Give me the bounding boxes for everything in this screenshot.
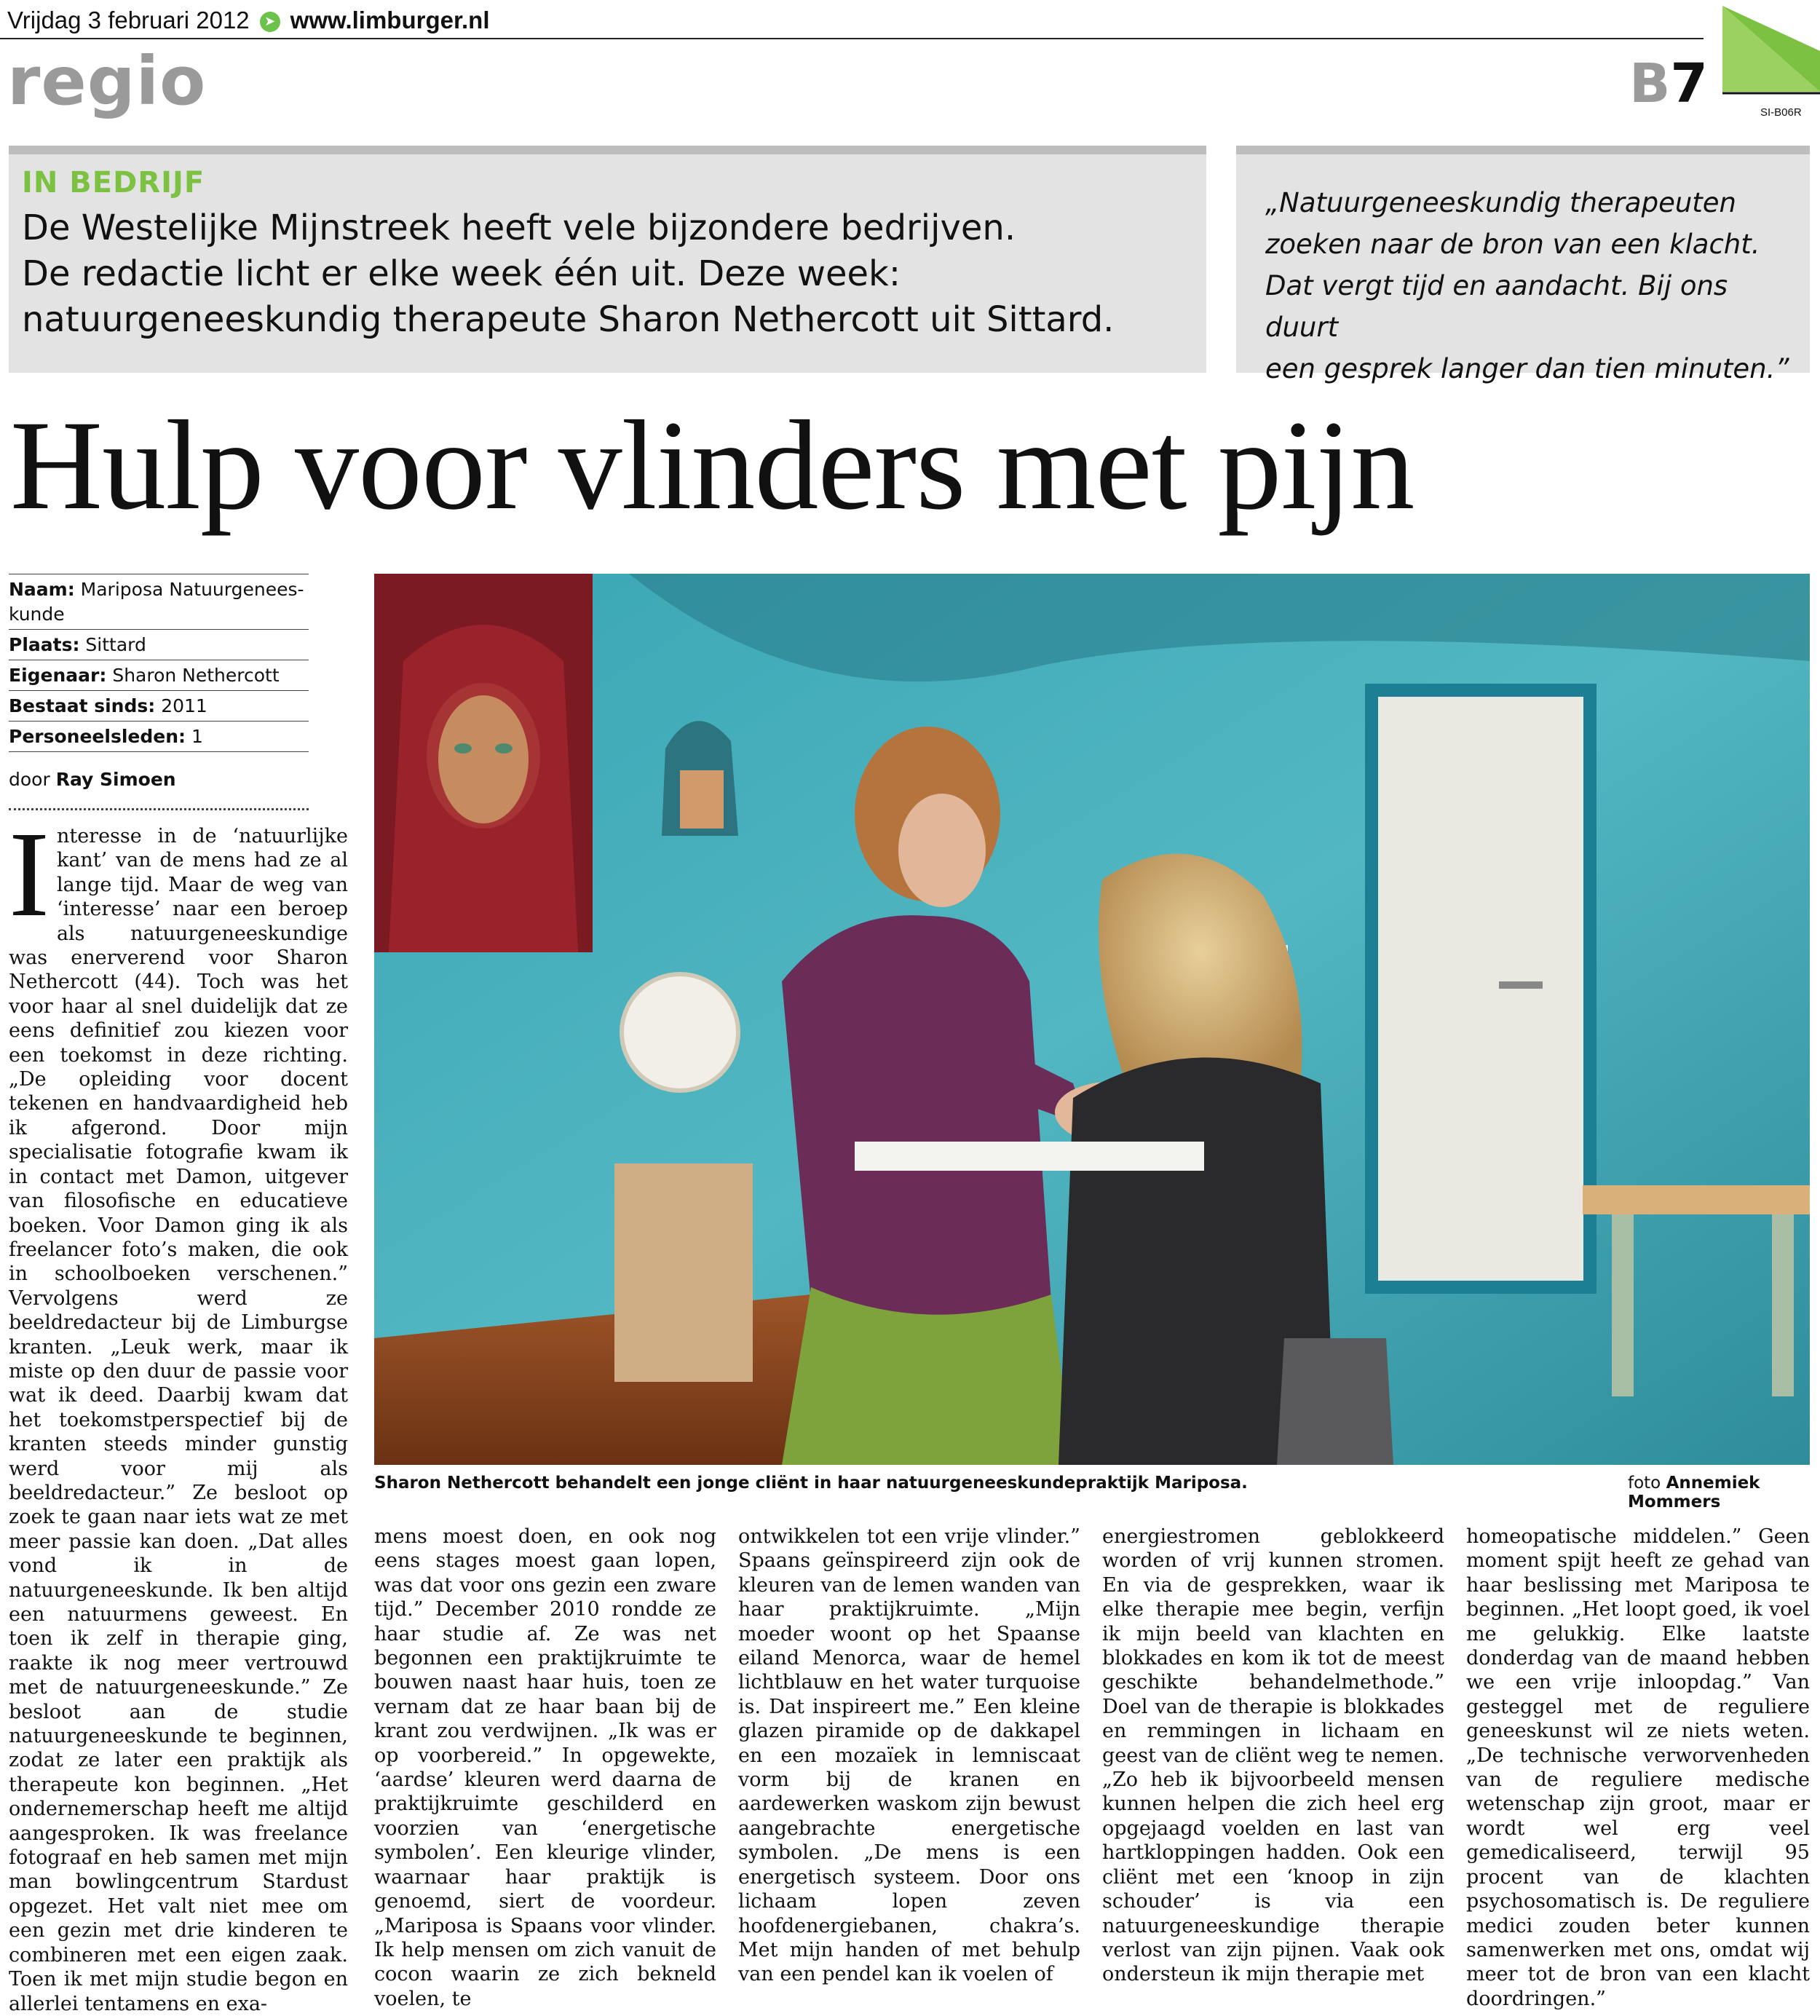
intro-line: De Westelijke Mijnstreek heeft vele bijzondere bedrijven. xyxy=(22,207,1016,248)
fact-staff xyxy=(9,722,309,752)
byline-prefix: door xyxy=(9,769,50,790)
photo-caption: Sharon Nethercott behandelt een jonge cliënt in haar natuurgeneeskundepraktijk Mariposa. xyxy=(374,1474,1248,1493)
article-column-3 xyxy=(738,1525,1080,1987)
page-prefix: B xyxy=(1629,52,1671,115)
column-text: ontwikkelen tot een vrije vlinder.” Spaans geïnspireerd zijn ook de kleuren van de lemen wanden van haar praktijkruimte. „Mijn moeder woont op het Spaanse eiland Menorca, waar de hemel lichtblauw en het water turquoise is. Dat inspireert me.” Een kleine glazen piramide op de dakkapel en een mozaïek in lemniscaat vorm bij de kranen en aardewerken waskom zijn bewust aangebrachte energetische symbolen. „De mens is een energetisch systeem. Door ons lichaam lopen zeven hoofdenergiebanen, chakra’s. Met mijn handen of met behulp van een pendel kan ik voelen of xyxy=(738,1525,1080,1986)
fact-label: Naam: xyxy=(9,579,75,600)
byline-rule xyxy=(9,808,309,810)
arrow-icon: ➤ xyxy=(260,12,280,32)
fact-value: Sittard xyxy=(85,634,146,655)
page-code: SI-B06R xyxy=(1760,106,1802,119)
intro-line: natuurgeneeskundig therapeute Sharon Nethercott uit Sittard. xyxy=(22,299,1115,340)
intro-kicker: IN BEDRIJF xyxy=(22,166,205,199)
issue-date: Vrijdag 3 februari 2012 xyxy=(7,7,250,33)
column-text: nteresse in de ‘natuurlijke kant’ van de mens had ze al lange tijd. Maar de weg van ‘interesse’ naar een beroep als natuurgeneeskundige was enerverend voor Sharon Nethercott (44). Toch was het voor haar al snel duidelijk dat ze eens definitief zou kiezen voor een toekomst in deze richting. „De opleiding voor docent tekenen en handvaardigheid heb ik afgerond. Door mijn specialisatie fotografie kwam ik in contact met Damon, uitgever van filosofische en educatieve boeken. Voor Damon ging ik als freelancer foto’s maken, die ook in schoolboeken verschenen.” Vervolgens werd ze beeldredacteur bij de Limburgse kranten. „Leuk werk, maar ik miste op den duur de passie voor wat ik deed. Daarbij kwam dat het toekomstperspectief bij de kranten steeds minder gunstig werd voor mij als beeldredacteur.” Ze besloot op zoek te gaan naar iets wat ze met meer passie kan doen. „Dat alles vond ik in de natuurgeneeskunde. Ik ben altijd een natuurmens geweest. En toen ik zelf in therapie ging, raakte ik nog meer vertrouwd met de natuurgeneeskunde.” Ze besloot aan de studie natuurgeneeskunde te beginnen, zodat ze later een praktijk als therapeute kon beginnen. „Het ondernemerschap heeft me altijd aangesproken. Ik was freelance fotograaf en heb samen met mijn man bowlingcentrum Stardust opgezet. Het valt niet mee om een gezin met drie kinderen te combineren met een eigen zaak. Toen ik met mijn studie begon en allerlei tentamens en exa- xyxy=(9,825,348,2015)
drop-cap: I xyxy=(9,807,50,942)
article-column-4 xyxy=(1102,1525,1444,1987)
page-corner-icon xyxy=(1722,6,1820,95)
quote-line: zoeken naar de bron van een klacht. xyxy=(1265,229,1760,260)
column-text: mens moest doen, en ook nog eens stages moest gaan lopen, was dat voor ons gezin een zware tijd.” December 2010 rondde ze haar studie af. Ze was net begonnen een praktijkruimte te bouwen naast haar huis, toen ze vernam dat ze haar baan bij de krant zou verdwijnen. „Ik was er op voorbereid.” In opgewekte, ‘aardse’ kleuren werd daarna de praktijkruimte geschilderd en voorzien van ‘energetische symbolen’. Een kleurige vlinder, waarnaar haar praktijk is genoemd, siert de voordeur. „Mariposa is Spaans voor vlinder. Ik help mensen om zich vanuit de cocon waarin ze zich bekneld voelen, te xyxy=(374,1525,716,2010)
pull-quote xyxy=(1265,182,1797,390)
byline xyxy=(9,769,176,790)
quote-line: een gesprek langer dan tien minuten.” xyxy=(1265,353,1789,384)
page-number-value: 7 xyxy=(1670,52,1708,115)
fact-value: 1 xyxy=(191,726,203,747)
fact-label: Bestaat sinds: xyxy=(9,695,156,716)
fact-value: Sharon Nethercott xyxy=(112,665,280,686)
column-text: energiestromen geblokkeerd worden of vrij kunnen stromen. En via de gesprekken, waar ik elke therapie mee begin, verfijn ik mijn beeld van klachten en blokkades en kom ik tot de meest geschikte behandelmethode.” Doel van de therapie is blokkades en remmingen in lichaam en geest van de cliënt weg te nemen. „Zo heb ik bijvoorbeeld mensen kunnen helpen die zich heel erg opgejaagd voelden en last van hartkloppingen hadden. Ook een cliënt met een ‘knoop in zijn schouder’ is via een natuurgeneeskundige therapie verlost van zijn pijnen. Vaak ook ondersteun ik mijn therapie met xyxy=(1102,1525,1444,1986)
quote-line: Dat vergt tijd en aandacht. Bij ons duurt xyxy=(1265,270,1728,343)
article-column-2 xyxy=(374,1525,716,2011)
credit-name: Annemiek Mommers xyxy=(1628,1474,1760,1511)
article-column-5 xyxy=(1466,1525,1810,2011)
article-column-1 xyxy=(9,807,348,2016)
fact-since xyxy=(9,691,309,722)
site-url[interactable]: www.limburger.nl xyxy=(290,7,490,33)
fact-value: Mariposa Natuurgenees-kunde xyxy=(9,579,304,625)
column-text: homeopatische middelen.” Geen moment spijt heeft ze gehad van haar beslissing met Mariposa te beginnen. „Het loopt goed, ik voel me gelukkig. Elke laatste donderdag van de maand hebben we een vrije inloopdag.” Van gesteggel met de reguliere geneeskunst wil ze niets weten. „De technische verworvenheden van de reguliere medische wetenschap zijn groot, maar er wordt wel erg veel gemedicaliseerd, terwijl 95 procent van de klachten psychosomatisch is. De reguliere medici zouden beter kunnen samenwerken met ons, omdat wij meer tot de bron van een klacht doordringen.” xyxy=(1466,1525,1810,2010)
intro-line: De redactie licht er elke week één uit. Deze week: xyxy=(22,253,901,294)
fact-value: 2011 xyxy=(161,695,207,716)
fact-label: Eigenaar: xyxy=(9,665,107,686)
headline: Hulp voor vlinders met pijn xyxy=(10,395,1415,537)
quote-line: „Natuurgeneeskundig therapeuten xyxy=(1265,187,1737,218)
article-photo xyxy=(374,574,1810,1465)
byline-author: Ray Simoen xyxy=(55,769,176,790)
intro-text xyxy=(22,205,1194,343)
fact-label: Personeelsleden: xyxy=(9,726,186,747)
fact-owner xyxy=(9,660,309,691)
credit-prefix: foto xyxy=(1628,1474,1661,1493)
header-rule xyxy=(0,38,1704,39)
section-label: regio xyxy=(7,42,207,120)
fact-label: Plaats: xyxy=(9,634,80,655)
page-number xyxy=(1629,52,1708,115)
header-date-line xyxy=(7,6,490,34)
fact-place xyxy=(9,630,309,660)
fact-box xyxy=(9,574,309,752)
fact-name xyxy=(9,574,309,630)
photo-credit xyxy=(1628,1474,1820,1511)
